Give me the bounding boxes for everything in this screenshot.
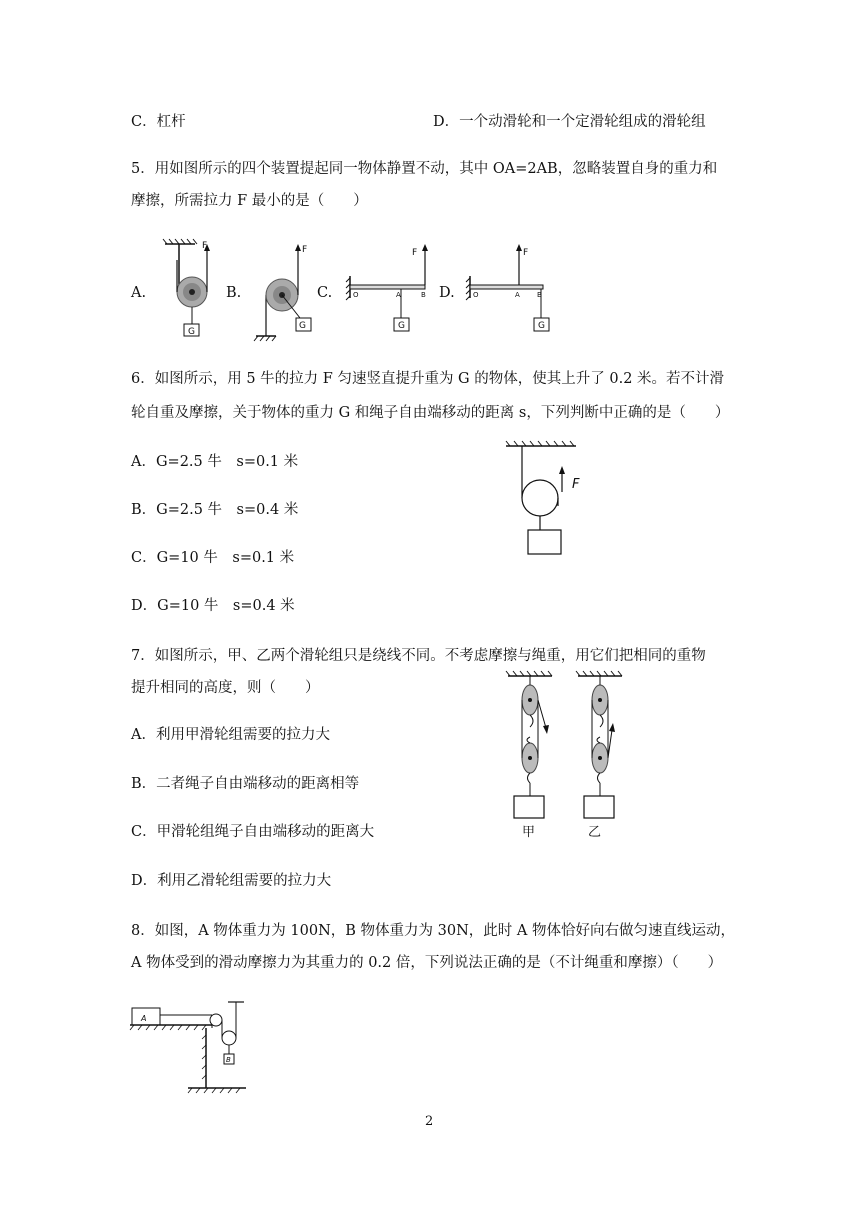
q6-figure-fixed-pulley [500, 440, 600, 565]
q5d-a-label: A [515, 291, 520, 299]
q5c-a-label: A [396, 291, 401, 299]
q6-stem-line2: 轮自重及摩擦，关于物体的重力 G 和绳子自由端移动的距离 s，下列判断中正确的是（ ） [131, 405, 730, 421]
q5-figure-a [155, 238, 225, 342]
q5-label-b: B. [226, 285, 242, 301]
page-number: 2 [425, 1114, 434, 1129]
q8-stem-line1: 8．如图，A 物体重力为 100N，B 物体重力为 30N，此时 A 物体恰好向右做匀速直线运动， [131, 923, 735, 939]
q5c-b-label: B [421, 291, 426, 299]
q7-stem-line2: 提升相同的高度，则（ ） [131, 680, 320, 696]
q6-option-a: A．G=2.5 牛 s=0.1 米 [131, 454, 299, 470]
q4-option-d: D．一个动滑轮和一个定滑轮组成的滑轮组 [433, 114, 706, 130]
q6-option-b: B．G=2.5 牛 s=0.4 米 [131, 502, 299, 518]
q5d-b-label: B [537, 291, 542, 299]
q7-option-c: C．甲滑轮组绳子自由端移动的距离大 [131, 824, 375, 840]
q5-stem-line2: 摩擦，所需拉力 F 最小的是（ ） [131, 193, 368, 209]
q5d-g-label: G [538, 321, 545, 331]
q7-label-jia: 甲 [522, 825, 536, 840]
q7-option-b: B．二者绳子自由端移动的距离相等 [131, 776, 360, 792]
q8-stem-line2: A 物体受到的滑动摩擦力为其重力的 0.2 倍，下列说法正确的是（不计绳重和摩擦）（ ） [131, 955, 723, 971]
q6-option-c: C．G=10 牛 s=0.1 米 [131, 550, 295, 566]
q6-option-d: D．G=10 牛 s=0.4 米 [131, 598, 295, 614]
q5c-f-label: F [412, 248, 418, 258]
q5c-g-label: G [398, 321, 405, 331]
q5-stem-line1: 5．用如图所示的四个装置提起同一物体静置不动，其中 OA=2AB，忽略装置自身的重力和 [131, 161, 718, 177]
q4-option-c: C．杠杆 [131, 114, 186, 130]
q5-figure-d [465, 238, 555, 342]
q5d-o-label: O [473, 291, 479, 299]
q5-figure-b [250, 238, 320, 342]
q5a-g-label: G [188, 327, 195, 337]
q5c-o-label: O [353, 291, 359, 299]
q8-figure [128, 1000, 258, 1100]
q5-label-c: C. [317, 285, 333, 301]
q6-stem-line1: 6．如图所示，用 5 牛的拉力 F 匀速竖直提升重为 G 的物体，使其上升了 0.2 米。若不计滑 [131, 371, 725, 387]
q5-figure-c [345, 238, 435, 342]
q5b-g-label: G [299, 321, 306, 331]
q7-option-a: A．利用甲滑轮组需要的拉力大 [131, 727, 330, 743]
q8-b-label: B [226, 1056, 231, 1064]
q5b-f-label: F [302, 245, 308, 255]
q5d-f-label: F [523, 248, 529, 258]
q7-option-d: D．利用乙滑轮组需要的拉力大 [131, 873, 332, 889]
q7-figure-pulley-groups [500, 670, 640, 842]
q7-label-yi: 乙 [588, 825, 602, 840]
q8-a-label: A [141, 1014, 147, 1023]
q6-f-label: F [572, 477, 580, 492]
q5a-f-label: F [202, 241, 208, 251]
q5-label-a: A. [131, 285, 147, 301]
q7-stem-line1: 7．如图所示，甲、乙两个滑轮组只是绕线不同。不考虑摩擦与绳重，用它们把相同的重物 [131, 648, 706, 664]
q5-label-d: D. [439, 285, 455, 301]
